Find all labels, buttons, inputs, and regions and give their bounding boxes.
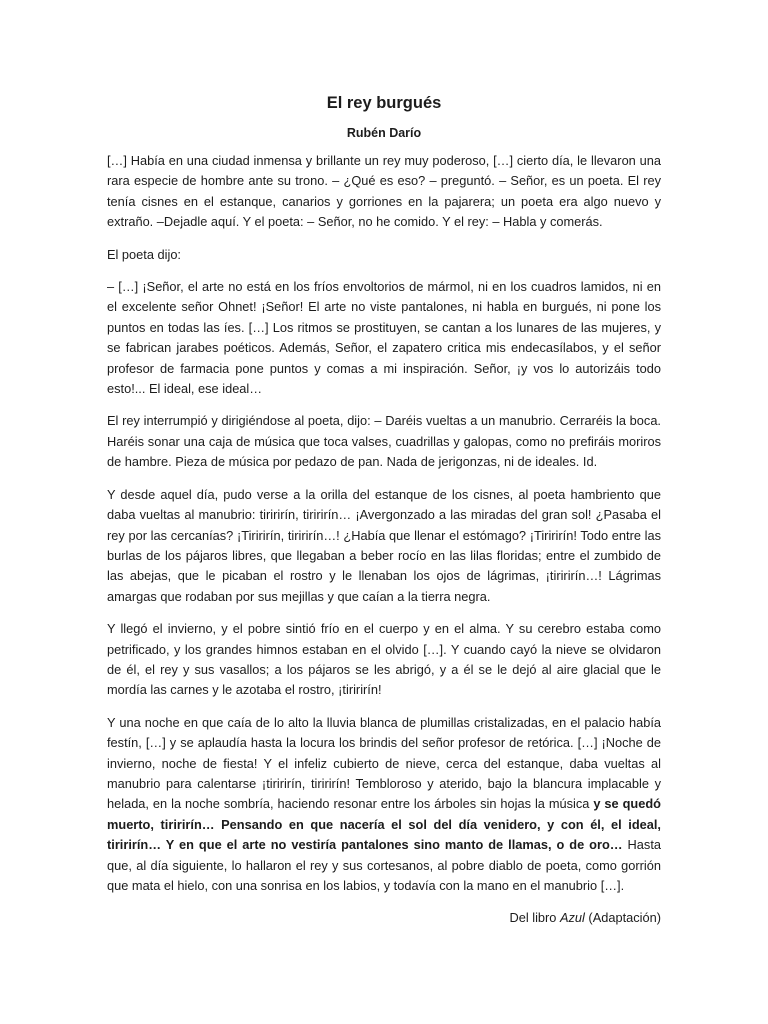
source-prefix: Del libro (509, 910, 560, 926)
paragraph-3: – […] ¡Señor, el arte no está en los fríos envoltorios de mármol, ni en los cuadros lamidos, ni en el excelente señor Ohnet! ¡Señor! El arte no viste pantalones, ni habla en burgués, ni pone los puntos en todas las íes. […] Los ritmos se prostituyen, se cantan a los lunares de las mujeres, y se fabrican jarabes poéticos. Además, Señor, el zapatero critica mis endecasílabos, y el señor profesor de farmacia pone puntos y comas a mi inspiración. Señor, ¡y vos lo autorizáis todo esto!... El ideal, ese ideal… (107, 279, 661, 397)
paragraph-7-part-1: Y una noche en que caía de lo alto la lluvia blanca de plumillas cristalizadas, en el palacio había festín, […] y se aplaudía hasta la locura los brindis del señor profesor de retórica. […] ¡Noche de invierno, noche de fiesta! Y el infeliz cubierto de nieve, cerca del estanque, daba vueltas al manubrio para calentarse ¡tiririrín, tiririrín! Tembloroso y aterido, bajo la blancura implacable y helada, en la noche sombría, haciendo resonar entre los árboles sin hojas la música (107, 714, 661, 812)
paragraph-7-part-2: Hasta que, al día siguiente, lo hallaron el rey y sus cortesanos, al pobre diablo de poeta, como gorrión que mata el hielo, con una sonrisa en los labios, y todavía con la mano en el manubrio […]. (107, 837, 661, 893)
source-citation (107, 908, 661, 928)
document-title: El rey burgués (326, 94, 442, 112)
source-suffix: (Adaptación) (584, 910, 661, 926)
paragraph-7 (107, 713, 661, 897)
paragraph-2: El poeta dijo: (107, 246, 181, 262)
paragraph-1: […] Había en una ciudad inmensa y brillante un rey muy poderoso, […] cierto día, le llevaron una rara especie de hombre ante su trono. – ¿Qué es eso? – preguntó. – Señor, es un poeta. El rey tenía cisnes en el estanque, canarios y gorriones en la pajarera; un poeta era algo nuevo y extraño. –Dejadle aquí. Y el poeta: – Señor, no he comido. Y el rey: – Habla y comerás. (107, 153, 661, 230)
paragraph-6: Y llegó el invierno, y el pobre sintió frío en el cuerpo y en el alma. Y su cerebro estaba como petrificado, y los grandes himnos estaban en el olvido […]. Y cuando cayó la nieve se olvidaron de él, el rey y sus vasallos; a los pájaros se les abrigó, y a él se le dejó al aire glacial que le mordía las carnes y le azotaba el rostro, ¡tiririrín! (107, 621, 661, 698)
paragraph-7-bold-passage: y se quedó muerto, tiririrín… Pensando en que nacería el sol del día venidero, y con él, el ideal, tiririrín… Y en que el arte no vestiría pantalones sino manto de llamas, o de oro… (107, 796, 661, 853)
paragraph-5: Y desde aquel día, pudo verse a la orilla del estanque de los cisnes, al poeta hambriento que daba vueltas al manubrio: tiririrín, tiririrín… ¡Avergonzado a las miradas del gran sol! ¿Pasaba el rey por las cercanías? ¡Tiririrín, tiririrín…! ¿Había que llenar el estómago? ¡Tiririrín! Todo entre las burlas de los pájaros libres, que llegaban a beber rocío en las lilas floridas; entre el zumbido de las abejas, que le picaban el rostro y le llenaban los ojos de lágrimas, ¡tiririrín…! Lágrimas amargas que rodaban por sus mejillas y que caían a la tierra negra. (107, 486, 661, 604)
author-name: Rubén Darío (346, 126, 422, 140)
source-book-title: Azul (559, 910, 585, 926)
paragraph-4: El rey interrumpió y dirigiéndose al poeta, dijo: – Daréis vueltas a un manubrio. Cerraréis la boca. Haréis sonar una caja de música que toca valses, cuadrillas y galopas, como no prefiráis moriros de hambre. Pieza de música por pedazo de pan. Nada de jerigonzas, ni de ideales. Id. (107, 413, 661, 470)
